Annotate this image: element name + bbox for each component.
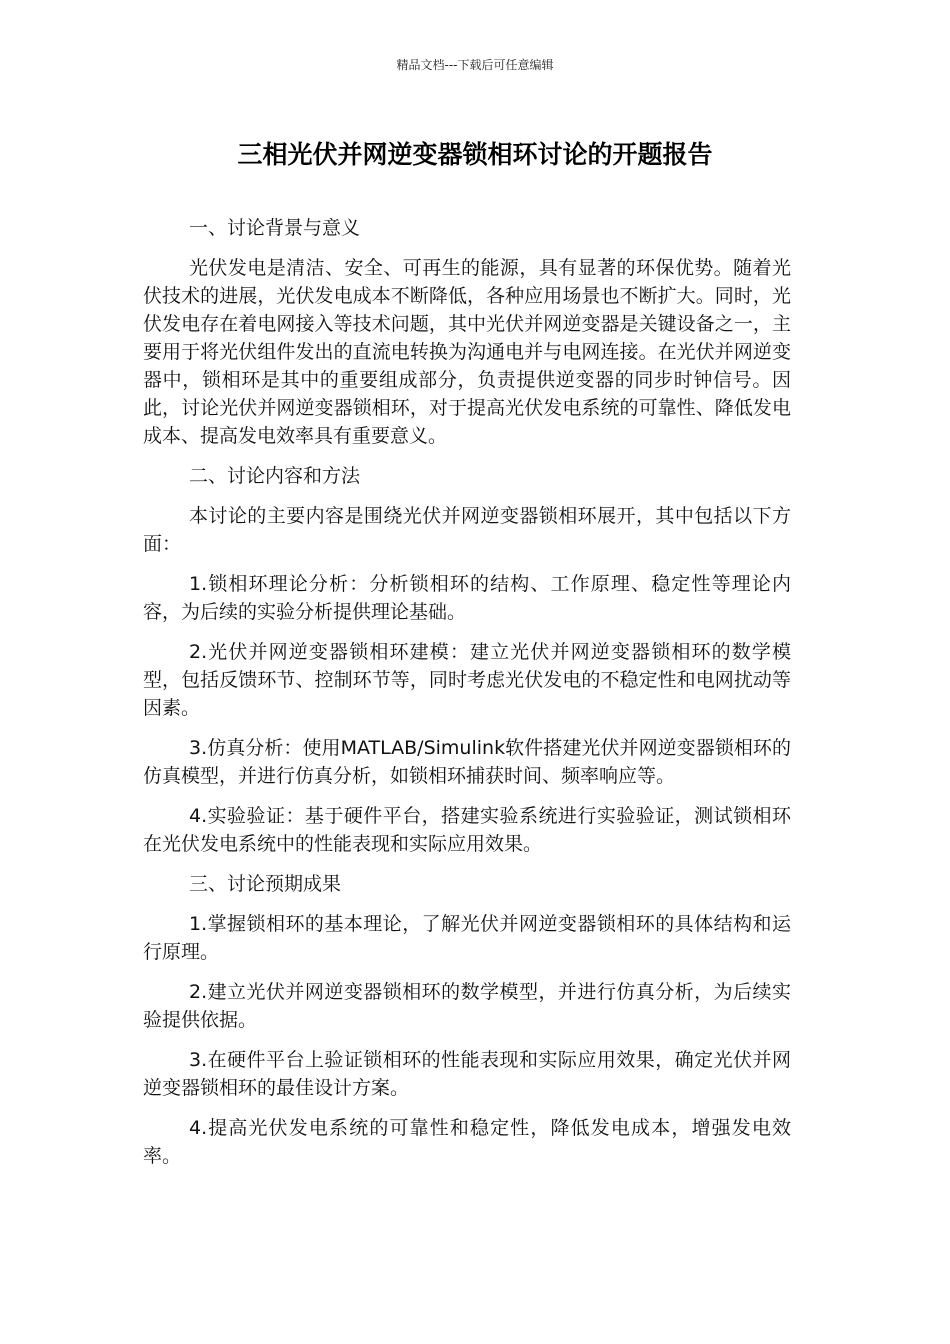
document-body <box>143 214 791 1182</box>
list-item: 2.建立光伏并网逆变器锁相环的数学模型，并进行仿真分析，为后续实验提供依据。 <box>143 981 791 1031</box>
section-heading: 一、讨论背景与意义 <box>189 217 361 239</box>
list-item: 4.实验验证：基于硬件平台，搭建实验系统进行实验验证，测试锁相环在光伏发电系统中的性能表现和实际应用效果。 <box>143 805 791 855</box>
section-paragraph: 本讨论的主要内容是围绕光伏并网逆变器锁相环展开，其中包括以下方面： <box>143 505 791 555</box>
list-item: 1.锁相环理论分析：分析锁相环的结构、工作原理、稳定性等理论内容，为后续的实验分析提供理论基础。 <box>143 573 791 623</box>
section-expected-results <box>143 870 791 1170</box>
section-content-methods <box>143 462 791 858</box>
list-item: 4.提高光伏发电系统的可靠性和稳定性，降低发电成本，增强发电效率。 <box>143 1117 791 1167</box>
document-title: 三相光伏并网逆变器锁相环讨论的开题报告 <box>237 140 713 169</box>
list-item: 3.仿真分析：使用MATLAB/Simulink软件搭建光伏并网逆变器锁相环的仿真模型，并进行仿真分析，如锁相环捕获时间、频率响应等。 <box>143 737 791 787</box>
section-heading: 二、讨论内容和方法 <box>189 465 361 487</box>
list-item: 2.光伏并网逆变器锁相环建模：建立光伏并网逆变器锁相环的数学模型，包括反馈环节、控制环节等，同时考虑光伏发电的不稳定性和电网扰动等因素。 <box>143 641 791 719</box>
section-paragraph: 光伏发电是清洁、安全、可再生的能源，具有显著的环保优势。随着光伏技术的进展，光伏发电成本不断降低，各种应用场景也不断扩大。同时，光伏发电存在着电网接入等技术问题，其中光伏并网逆变器是关键设备之一，主要用于将光伏组件发出的直流电转换为沟通电并与电网连接。在光伏并网逆变器中，锁相环是其中的重要组成部分，负责提供逆变器的同步时钟信号。因此，讨论光伏并网逆变器锁相环，对于提高光伏发电系统的可靠性、降低发电成本、提高发电效率具有重要意义。 <box>143 257 791 447</box>
section-heading: 三、讨论预期成果 <box>189 873 342 895</box>
page-header: 精品文档---下载后可任意编辑 <box>396 58 554 72</box>
list-item: 1.掌握锁相环的基本理论，了解光伏并网逆变器锁相环的具体结构和运行原理。 <box>143 913 791 963</box>
list-item: 3.在硬件平台上验证锁相环的性能表现和实际应用效果，确定光伏并网逆变器锁相环的最佳设计方案。 <box>143 1049 791 1099</box>
section-background <box>143 214 791 450</box>
